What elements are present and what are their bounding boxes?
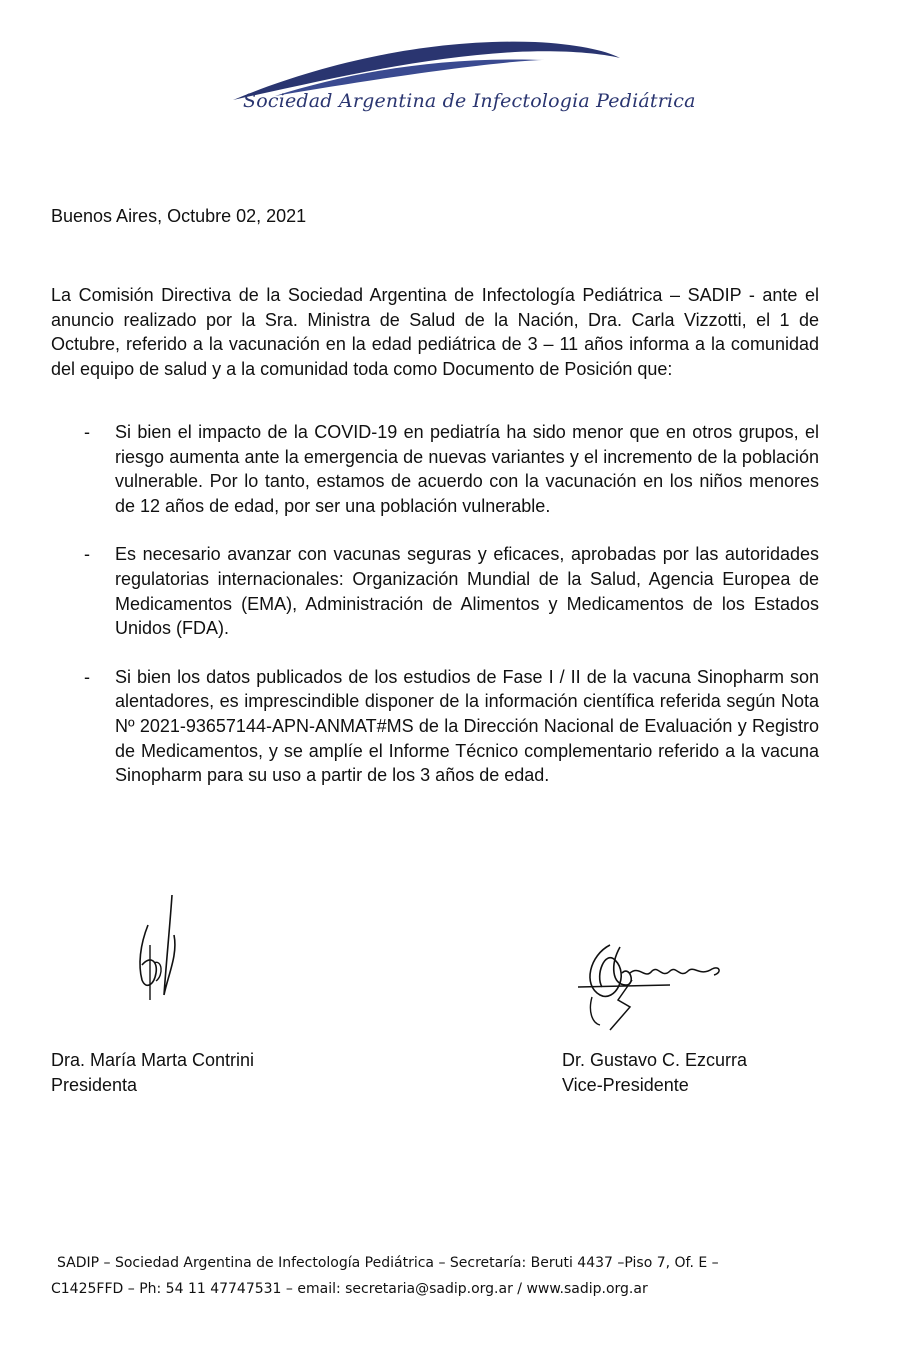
list-item-text: Es necesario avanzar con vacunas seguras y eficaces, aprobadas por las autoridades regulatorias internacionales: Organización Mundial de la Salud, Agencia Europea de Medicamentos (EMA), Administración de Alimentos y Medicamentos de los Estados Unidos (FDA).	[115, 544, 819, 639]
list-item-text: Si bien el impacto de la COVID-19 en pediatría ha sido menor que en otros grupos, el riesgo aumenta ante la emergencia de nuevas variantes y el incremento de la población vulnerable. Por lo tanto, estamos de acuerdo con la vacunación en los niños menores de 12 años de edad, por ser una población vulnerable.	[115, 422, 819, 516]
footer-line-2: C1425FFD – Ph: 54 11 47747531 – email: secretaria@sadip.org.ar / www.sadip.org.ar	[51, 1281, 648, 1297]
bullet-dash: -	[84, 666, 90, 687]
intro-paragraph: La Comisión Directiva de la Sociedad Argentina de Infectología Pediátrica – SADIP - ante el anuncio realizado por la Sra. Ministra de Salud de la Nación, Dra. Carla Vizzotti, el 1 de Octubre, referido a la vacunación en la edad pediátrica de 3 – 11 años informa a la comunidad del equipo de salud y a la comunidad toda como Documento de Posición que:	[51, 285, 819, 379]
signer-right-role: Vice-Presidente	[562, 1075, 689, 1095]
signer-left-name: Dra. María Marta Contrini	[51, 1050, 255, 1070]
letter-date: Buenos Aires, Octubre 02, 2021	[51, 206, 307, 226]
signer-left	[51, 1048, 254, 1098]
signature-left	[120, 885, 200, 1015]
sadip-logo	[215, 30, 696, 130]
footer-line-1: SADIP – Sociedad Argentina de Infectología Pediátrica – Secretaría: Beruti 4437 –Piso 7, Of. E –	[57, 1255, 719, 1271]
position-list	[51, 420, 819, 812]
logo-text: Sociedad Argentina de Infectologia Pediátrica	[243, 90, 696, 112]
list-item-text: Si bien los datos publicados de los estudios de Fase I / II de la vacuna Sinopharm son alentadores, es imprescindible disponer de la información científica referida según Nota Nº 2021-93657144-APN-ANMAT#MS de la Dirección Nacional de Evaluación y Registro de Medicamentos, y se amplíe el Informe Técnico complementario referido a la vacuna Sinopharm para su uso a partir de los 3 años de edad.	[115, 666, 819, 786]
signer-left-role: Presidenta	[51, 1075, 138, 1095]
signer-right-name: Dr. Gustavo C. Ezcurra	[562, 1050, 748, 1070]
signer-right	[562, 1048, 747, 1098]
list-item	[51, 420, 819, 518]
footer	[51, 1250, 811, 1302]
bullet-dash: -	[84, 544, 90, 565]
signature-right	[570, 925, 740, 1035]
list-item	[51, 542, 819, 640]
bullet-dash: -	[84, 422, 90, 442]
list-item	[51, 665, 819, 788]
